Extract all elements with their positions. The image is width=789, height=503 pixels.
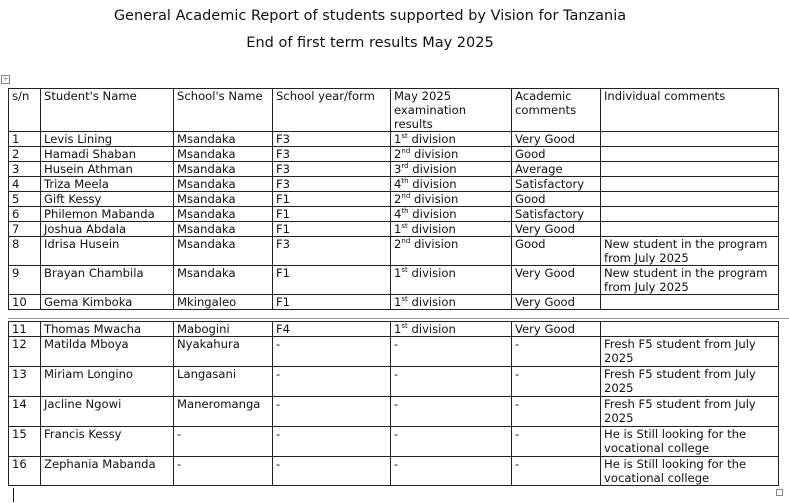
cell-exam-result xyxy=(391,295,512,310)
table-row xyxy=(9,322,779,337)
cell-student-name: Matilda Mboya xyxy=(41,337,174,367)
cell-form: F1 xyxy=(273,266,391,295)
exam-result-div-num: 4 xyxy=(394,207,402,221)
table-row xyxy=(9,132,779,147)
cell-school: Msandaka xyxy=(174,162,273,177)
cell-student-name: Francis Kessy xyxy=(41,427,174,457)
exam-result-div-num: - xyxy=(394,397,399,411)
cell-school: Msandaka xyxy=(174,192,273,207)
cell-exam-result xyxy=(391,457,512,486)
table-header-row xyxy=(9,89,779,132)
cell-academic-comment: Very Good xyxy=(512,322,601,337)
table-row xyxy=(9,367,779,397)
exam-result-div-num: 2 xyxy=(394,192,402,206)
cell-exam-result xyxy=(391,397,512,427)
col-header-form: School year/form xyxy=(273,89,391,132)
exam-result-div-sup: st xyxy=(401,266,408,275)
cell-school: Nyakahura xyxy=(174,337,273,367)
cell-student-name: Levis Lining xyxy=(41,132,174,147)
cell-form: F1 xyxy=(273,192,391,207)
cell-academic-comment: Good xyxy=(512,237,601,266)
table-row xyxy=(9,177,779,192)
cell-individual-comment: Fresh F5 student from July 2025 xyxy=(601,367,779,397)
exam-result-div-num: - xyxy=(394,337,399,351)
cell-sn: 1 xyxy=(9,132,41,147)
table-row xyxy=(9,237,779,266)
cell-student-name: Husein Athman xyxy=(41,162,174,177)
cell-school: Langasani xyxy=(174,367,273,397)
cell-form: F3 xyxy=(273,237,391,266)
cell-student-name: Zephania Mabanda xyxy=(41,457,174,486)
cell-school: Msandaka xyxy=(174,207,273,222)
cell-academic-comment: - xyxy=(512,457,601,486)
exam-result-div-text: division xyxy=(407,132,456,146)
exam-result-div-num: 1 xyxy=(394,266,402,280)
cell-student-name: Miriam Longino xyxy=(41,367,174,397)
exam-result-div-text: division xyxy=(407,222,456,236)
exam-result-div-text: division xyxy=(410,237,459,251)
cell-sn: 14 xyxy=(9,397,41,427)
cell-sn: 11 xyxy=(9,322,41,337)
cell-form: - xyxy=(273,397,391,427)
cell-exam-result xyxy=(391,207,512,222)
cell-individual-comment: New student in the program from July 2025 xyxy=(601,266,779,295)
cell-academic-comment: Good xyxy=(512,147,601,162)
cell-individual-comment xyxy=(601,162,779,177)
table-resize-handle[interactable] xyxy=(776,489,783,496)
table-row xyxy=(9,162,779,177)
exam-result-div-sup: nd xyxy=(401,147,411,156)
table-row xyxy=(9,295,779,310)
exam-result-div-num: 1 xyxy=(394,222,402,236)
cell-academic-comment: Satisfactory xyxy=(512,207,601,222)
cell-academic-comment: - xyxy=(512,397,601,427)
cell-form: - xyxy=(273,367,391,397)
cell-sn: 9 xyxy=(9,266,41,295)
table-row xyxy=(9,457,779,486)
cell-academic-comment: Very Good xyxy=(512,295,601,310)
cell-academic-comment: Very Good xyxy=(512,222,601,237)
cell-student-name: Joshua Abdala xyxy=(41,222,174,237)
table-row xyxy=(9,147,779,162)
cell-exam-result xyxy=(391,427,512,457)
cell-sn: 10 xyxy=(9,295,41,310)
table-row xyxy=(9,192,779,207)
cell-student-name: Gema Kimboka xyxy=(41,295,174,310)
cell-form: - xyxy=(273,457,391,486)
cell-form: F1 xyxy=(273,222,391,237)
exam-result-div-num: 1 xyxy=(394,322,402,336)
exam-result-div-text: division xyxy=(410,192,459,206)
exam-result-div-text: division xyxy=(408,162,457,176)
cell-academic-comment: - xyxy=(512,337,601,367)
cell-form: F4 xyxy=(273,322,391,337)
cell-student-name: Triza Meela xyxy=(41,177,174,192)
cell-exam-result xyxy=(391,237,512,266)
cell-form: F3 xyxy=(273,132,391,147)
cell-individual-comment xyxy=(601,192,779,207)
cell-student-name: Gift Kessy xyxy=(41,192,174,207)
exam-result-div-text: division xyxy=(407,266,456,280)
table-row xyxy=(9,222,779,237)
col-header-academic: Academic comments xyxy=(512,89,601,132)
exam-result-div-sup: th xyxy=(401,207,409,216)
exam-result-div-text: division xyxy=(410,147,459,161)
exam-result-div-num: - xyxy=(394,427,399,441)
cell-individual-comment: Fresh F5 student from July 2025 xyxy=(601,337,779,367)
cell-school: Msandaka xyxy=(174,266,273,295)
cell-sn: 16 xyxy=(9,457,41,486)
cell-school: Msandaka xyxy=(174,237,273,266)
cell-student-name: Jacline Ngowi xyxy=(41,397,174,427)
cell-exam-result xyxy=(391,367,512,397)
table-row xyxy=(9,397,779,427)
cell-school: Mabogini xyxy=(174,322,273,337)
cell-school: Maneromanga xyxy=(174,397,273,427)
exam-result-div-text: division xyxy=(407,322,456,336)
table-row xyxy=(9,427,779,457)
cell-sn: 15 xyxy=(9,427,41,457)
cell-individual-comment xyxy=(601,295,779,310)
cell-form: F1 xyxy=(273,207,391,222)
cell-sn: 12 xyxy=(9,337,41,367)
cell-exam-result xyxy=(391,147,512,162)
exam-result-div-num: - xyxy=(394,367,399,381)
exam-result-div-text: division xyxy=(408,207,457,221)
cell-form: F3 xyxy=(273,177,391,192)
cell-student-name: Brayan Chambila xyxy=(41,266,174,295)
cell-student-name: Thomas Mwacha xyxy=(41,322,174,337)
cell-school: - xyxy=(174,457,273,486)
cell-academic-comment: Good xyxy=(512,192,601,207)
table-separator xyxy=(8,318,789,319)
exam-result-div-num: - xyxy=(394,457,399,471)
cell-student-name: Hamadi Shaban xyxy=(41,147,174,162)
exam-result-div-num: 3 xyxy=(394,162,402,176)
cell-individual-comment xyxy=(601,147,779,162)
exam-result-div-sup: st xyxy=(401,322,408,331)
cell-academic-comment: - xyxy=(512,367,601,397)
exam-result-div-sup: nd xyxy=(401,237,411,246)
table-row xyxy=(9,266,779,295)
text-cursor xyxy=(13,488,14,502)
cell-form: - xyxy=(273,427,391,457)
col-header-individual: Individual comments xyxy=(601,89,779,132)
cell-exam-result xyxy=(391,162,512,177)
cell-individual-comment xyxy=(601,207,779,222)
cell-exam-result xyxy=(391,177,512,192)
cell-exam-result xyxy=(391,322,512,337)
col-header-student: Student's Name xyxy=(41,89,174,132)
cell-student-name: Idrisa Husein xyxy=(41,237,174,266)
col-header-sn: s/n xyxy=(9,89,41,132)
cell-sn: 3 xyxy=(9,162,41,177)
table-move-handle-icon[interactable]: + xyxy=(2,75,9,83)
cell-individual-comment xyxy=(601,222,779,237)
exam-result-div-text: division xyxy=(407,295,456,309)
exam-result-div-num: 2 xyxy=(394,147,402,161)
cell-individual-comment: He is Still looking for the vocational college xyxy=(601,457,779,486)
cell-individual-comment xyxy=(601,177,779,192)
exam-result-div-sup: st xyxy=(401,222,408,231)
table-row xyxy=(9,207,779,222)
cell-sn: 4 xyxy=(9,177,41,192)
cell-individual-comment: New student in the program from July 2025 xyxy=(601,237,779,266)
cell-exam-result xyxy=(391,132,512,147)
cell-individual-comment xyxy=(601,132,779,147)
results-table-part-1 xyxy=(8,88,779,310)
col-header-results: May 2025 examination results xyxy=(391,89,512,132)
cell-sn: 2 xyxy=(9,147,41,162)
report-title: General Academic Report of students supported by Vision for Tanzania xyxy=(113,8,627,24)
cell-sn: 6 xyxy=(9,207,41,222)
cell-school: Msandaka xyxy=(174,147,273,162)
exam-result-div-num: 1 xyxy=(394,295,402,309)
cell-form: F3 xyxy=(273,162,391,177)
table-row xyxy=(9,337,779,367)
cell-academic-comment: Satisfactory xyxy=(512,177,601,192)
cell-sn: 8 xyxy=(9,237,41,266)
cell-form: F3 xyxy=(273,147,391,162)
report-subtitle: End of first term results May 2025 xyxy=(246,35,494,51)
exam-result-div-num: 4 xyxy=(394,177,402,191)
cell-sn: 5 xyxy=(9,192,41,207)
exam-result-div-sup: st xyxy=(401,295,408,304)
exam-result-div-sup: rd xyxy=(401,162,409,171)
exam-result-div-num: 2 xyxy=(394,237,402,251)
cell-school: Msandaka xyxy=(174,222,273,237)
cell-exam-result xyxy=(391,192,512,207)
cell-exam-result xyxy=(391,222,512,237)
cell-academic-comment: Very Good xyxy=(512,132,601,147)
col-header-school: School's Name xyxy=(174,89,273,132)
cell-exam-result xyxy=(391,266,512,295)
exam-result-div-text: division xyxy=(408,177,457,191)
cell-school: Msandaka xyxy=(174,177,273,192)
cell-student-name: Philemon Mabanda xyxy=(41,207,174,222)
cell-academic-comment: Very Good xyxy=(512,266,601,295)
cell-individual-comment xyxy=(601,322,779,337)
cell-sn: 7 xyxy=(9,222,41,237)
cell-school: - xyxy=(174,427,273,457)
cell-academic-comment: Average xyxy=(512,162,601,177)
cell-form: F1 xyxy=(273,295,391,310)
cell-school: Mkingaleo xyxy=(174,295,273,310)
cell-academic-comment: - xyxy=(512,427,601,457)
cell-form: - xyxy=(273,337,391,367)
exam-result-div-sup: nd xyxy=(401,192,411,201)
results-table-part-2 xyxy=(8,321,779,486)
cell-individual-comment: He is Still looking for the vocational college xyxy=(601,427,779,457)
exam-result-div-sup: th xyxy=(401,177,409,186)
exam-result-div-num: 1 xyxy=(394,132,402,146)
exam-result-div-sup: st xyxy=(401,132,408,141)
cell-exam-result xyxy=(391,337,512,367)
cell-individual-comment: Fresh F5 student from July 2025 xyxy=(601,397,779,427)
cell-school: Msandaka xyxy=(174,132,273,147)
cell-sn: 13 xyxy=(9,367,41,397)
